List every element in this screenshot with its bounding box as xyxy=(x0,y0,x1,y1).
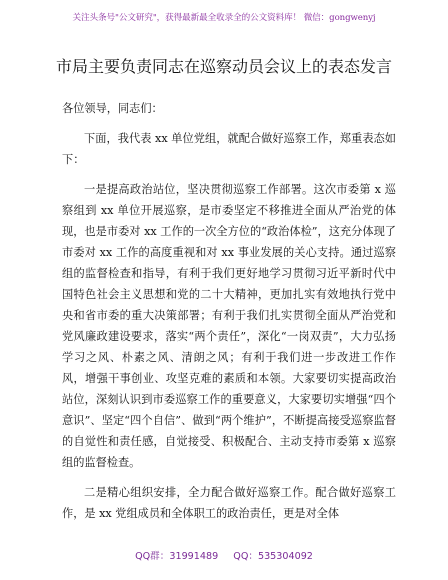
paragraph-point-two: 二是精心组织安排，全力配合做好巡察工作。配合做好巡察工作，是 xx 党组成员和全体职工的政治责任，更是对全体 xyxy=(62,486,396,520)
header-banner: 关注头条号"公文研究"，获得最新最全收录全的公文资料库！ 微信：gongwenyj xyxy=(72,13,376,23)
footer-qq-group: QQ群：31991489 xyxy=(135,551,219,562)
paragraph-point-one: 一是提高政治站位，坚决贯彻巡察工作部署。这次市委第 x 巡察组到 xx 单位开展巡察，是市委坚定不移推进全面从严治党的体现，也是市委对 xx 工作的一次全方位的“政治体检”，这充分体现了市委对 xx 工作的高度重视和对 xx 事业发展的关心支持。通过巡察组的监督检查和指导，有利于我们更好地学习贯彻习近平新时代中国特色社会主义思想和党的二十大精神，更加扎实有效地执行党中央和省市委的重大决策部署；有利于我们扎实贯彻全面从严治党和党风廉政建设要求，落实“两个责任”，深化“一岗双责”，大力弘扬学习之风、朴素之风、清朗之风；有利于我们进一步改进工作作风，增强干事创业、攻坚克难的素质和本领。大家要切实提高政治站位，深刻认识到市委巡察工作的重要意义，大家要切实增强“四个意识”、坚定“四个自信”、做到“两个维护”，不断提高接受巡察监督的自觉性和责任感，自觉接受、积极配合、主动支持市委第 x 巡察组的监督检查。 xyxy=(62,183,396,469)
document-body xyxy=(62,98,396,524)
paragraph-intro: 下面，我代表 xx 单位党组，就配合做好巡察工作，郑重表态如下： xyxy=(62,132,396,166)
salutation: 各位领导，同志们： xyxy=(62,102,163,115)
footer-qq: QQ：535304092 xyxy=(233,551,313,562)
document-title: 市局主要负责同志在巡察动员会议上的表态发言 xyxy=(55,57,392,76)
footer-contact xyxy=(0,548,448,562)
